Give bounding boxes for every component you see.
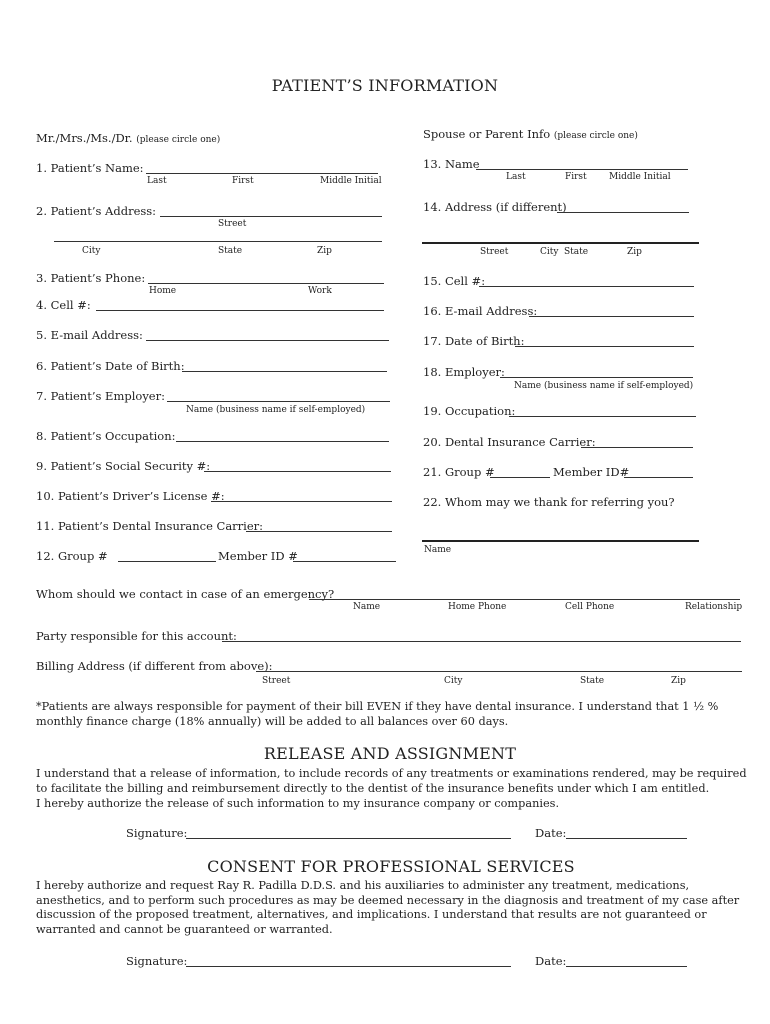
- spouse-note: (please circle one): [553, 131, 638, 141]
- patient-email-label: 5. E-mail Address:: [36, 328, 143, 342]
- patient-name-field[interactable]: [146, 173, 378, 174]
- patient-name-last-caption: Last: [147, 176, 167, 186]
- patient-employer-caption: Name (business name if self-employed): [186, 405, 366, 415]
- release-title: RELEASE AND ASSIGNMENT: [263, 744, 517, 763]
- emergency-cell-caption: Cell Phone: [565, 602, 615, 612]
- spouse-employer-caption: Name (business name if self-employed): [514, 381, 694, 391]
- spouse-name-middle-caption: Middle Initial: [609, 172, 671, 182]
- patient-name-first-caption: First: [232, 176, 254, 186]
- billing-city-caption: City: [444, 676, 463, 686]
- patient-member-label: Member ID #: [218, 549, 298, 563]
- consent-signature-field[interactable]: [186, 966, 511, 967]
- spouse-group-field[interactable]: [490, 477, 550, 478]
- referral-name-caption: Name: [424, 545, 452, 555]
- patient-insurance-label: 11. Patient’s Dental Insurance Carrier:: [36, 519, 264, 533]
- patient-dob-field[interactable]: [182, 371, 387, 372]
- spouse-name-last-caption: Last: [506, 172, 526, 182]
- spouse-member-field[interactable]: [624, 477, 693, 478]
- spouse-address-street-caption: Street: [480, 247, 509, 257]
- billing-field[interactable]: [256, 671, 742, 672]
- referral-label: 22. Whom may we thank for referring you?: [423, 495, 675, 509]
- patient-occupation-field[interactable]: [176, 441, 389, 442]
- payment-notice: *Patients are always responsible for payment of their bill EVEN if they have dental insurance. I understand that 1 ½ % monthly finance charge (18% annually) will be added to all balances over 60 days.: [36, 700, 719, 728]
- release-paragraph: I understand that a release of information, to include records of any treatments or examinations rendered, may be required to facilitate the billing and reimbursement directly to the dentist of the insurance benefits under which I am entitled.: [36, 767, 747, 795]
- patient-email-field[interactable]: [146, 340, 389, 341]
- patient-license-label: 10. Patient’s Driver’s License #:: [36, 489, 225, 503]
- patient-license-field[interactable]: [211, 501, 392, 502]
- emergency-label: Whom should we contact in case of an emergency?: [36, 587, 335, 601]
- consent-date-label: Date:: [535, 954, 567, 968]
- emergency-name-caption: Name: [353, 602, 381, 612]
- patient-phone-field[interactable]: [148, 283, 384, 284]
- patient-employer-label: 7. Patient’s Employer:: [36, 389, 165, 403]
- spouse-name-label: 13. Name: [423, 157, 480, 171]
- consent-date-field[interactable]: [566, 966, 687, 967]
- patient-name-middle-caption: Middle Initial: [320, 176, 382, 186]
- spouse-name-first-caption: First: [565, 172, 587, 182]
- patient-address-city-field[interactable]: [54, 241, 382, 242]
- spouse-occupation-label: 19. Occupation:: [423, 404, 516, 418]
- patient-group-label: 12. Group #: [36, 549, 108, 563]
- billing-label: Billing Address (if different from above):: [36, 659, 273, 673]
- patient-phone-home-caption: Home: [149, 286, 177, 296]
- patient-address-label: 2. Patient’s Address:: [36, 204, 157, 218]
- page-title: PATIENT’S INFORMATION: [271, 76, 499, 95]
- spouse-address-zip-caption: Zip: [627, 247, 642, 257]
- consent-paragraph: I hereby authorize and request Ray R. Padilla D.D.S. and his auxiliaries to administer any treatment, medications, anesthetics, and to perform such procedures as may be deemed necessary in the diagnosis and treatment of my case after discussion of the proposed treatment, alternatives, and implications. I understand that results are not guaranteed or warranted and cannot be guaranteed or warranted.: [36, 879, 740, 936]
- spouse-address-label: 14. Address (if different): [423, 200, 567, 214]
- spouse-employer-label: 18. Employer:: [423, 365, 505, 379]
- referral-field[interactable]: [422, 540, 699, 542]
- patient-member-field[interactable]: [293, 561, 396, 562]
- spouse-address-state-caption: State: [564, 247, 589, 257]
- patient-address-state-caption: State: [218, 246, 243, 256]
- patient-ssn-label: 9. Patient’s Social Security #:: [36, 459, 211, 473]
- spouse-insurance-field[interactable]: [581, 447, 693, 448]
- spouse-address-city-caption: City: [540, 247, 559, 257]
- patient-ssn-field[interactable]: [204, 471, 391, 472]
- patient-address-street-caption: Street: [218, 219, 247, 229]
- spouse-address-field[interactable]: [557, 212, 689, 213]
- release-date-label: Date:: [535, 826, 567, 840]
- party-field[interactable]: [222, 641, 741, 642]
- patient-address-city-caption: City: [82, 246, 101, 256]
- patient-dob-label: 6. Patient’s Date of Birth:: [36, 359, 185, 373]
- spouse-occupation-field[interactable]: [509, 416, 696, 417]
- release-signature-field[interactable]: [186, 838, 511, 839]
- salutation-note: (please circle one): [136, 135, 221, 145]
- party-label: Party responsible for this account:: [36, 629, 237, 643]
- spouse-employer-field[interactable]: [500, 377, 693, 378]
- emergency-relationship-caption: Relationship: [685, 602, 743, 612]
- patient-group-field[interactable]: [118, 561, 216, 562]
- spouse-insurance-label: 20. Dental Insurance Carrier:: [423, 435, 596, 449]
- spouse-dob-label: 17. Date of Birth:: [423, 334, 525, 348]
- salutation-label: [36, 133, 220, 145]
- spouse-cell-label: 15. Cell #:: [423, 274, 486, 288]
- spouse-options[interactable]: Spouse or Parent Info: [423, 127, 551, 141]
- spouse-cell-field[interactable]: [479, 286, 694, 287]
- consent-signature-label: Signature:: [126, 954, 188, 968]
- spouse-email-label: 16. E-mail Address:: [423, 304, 538, 318]
- billing-zip-caption: Zip: [671, 676, 686, 686]
- release-signature-label: Signature:: [126, 826, 188, 840]
- salutation-options[interactable]: Mr./Mrs./Ms./Dr.: [36, 131, 133, 145]
- spouse-dob-field[interactable]: [515, 346, 694, 347]
- patient-cell-label: 4. Cell #:: [36, 298, 91, 312]
- patient-phone-label: 3. Patient’s Phone:: [36, 271, 146, 285]
- emergency-home-caption: Home Phone: [448, 602, 507, 612]
- spouse-group-label: 21. Group #: [423, 465, 495, 479]
- patient-address-street-field[interactable]: [160, 216, 382, 217]
- spouse-address-line-2[interactable]: [422, 242, 699, 244]
- billing-street-caption: Street: [262, 676, 291, 686]
- patient-cell-field[interactable]: [96, 310, 384, 311]
- release-authorization: I hereby authorize the release of such information to my insurance company or companies.: [36, 797, 560, 810]
- release-date-field[interactable]: [566, 838, 687, 839]
- patient-insurance-field[interactable]: [246, 531, 392, 532]
- emergency-field[interactable]: [309, 599, 740, 600]
- patient-name-label: 1. Patient’s Name:: [36, 161, 144, 175]
- billing-state-caption: State: [580, 676, 605, 686]
- spouse-header: [423, 129, 638, 141]
- patient-employer-field[interactable]: [167, 401, 390, 402]
- patient-address-zip-caption: Zip: [317, 246, 332, 256]
- patient-phone-work-caption: Work: [308, 286, 332, 296]
- consent-title: CONSENT FOR PROFESSIONAL SERVICES: [207, 857, 575, 876]
- spouse-member-label: Member ID#: [553, 465, 630, 479]
- spouse-name-field[interactable]: [476, 169, 688, 170]
- patient-occupation-label: 8. Patient’s Occupation:: [36, 429, 176, 443]
- spouse-email-field[interactable]: [529, 316, 694, 317]
